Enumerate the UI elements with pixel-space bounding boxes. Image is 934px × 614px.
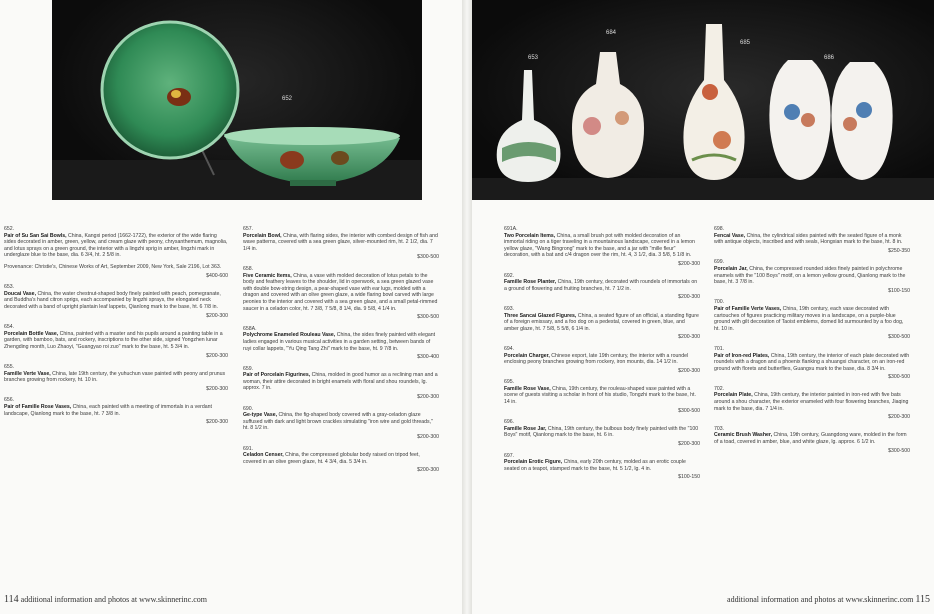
page-number: 114 <box>4 594 19 605</box>
photo-lot-label: 686 <box>824 55 835 61</box>
lot-number: 692. <box>504 272 515 279</box>
lot-number: 701. <box>714 345 725 352</box>
lot-title: Polychrome Enameled Rouleau Vase, <box>243 332 336 339</box>
lot-title: Famille Rose Vase, <box>504 385 551 392</box>
lot-description: China, the water chestnut-shaped body finely painted with peach, pomegranate, and Buddha's hand citron sprigs, each accompanied by lingzhi sprays, the elongated neck decorated with a band of upright plantain leaf lappets, Qianlong mark to the base, ht. 6 7/8 in. <box>4 290 221 310</box>
lot-estimate: $200-300 <box>678 260 700 267</box>
lot-estimate: $200-300 <box>678 294 700 301</box>
photo-lot-label: 684 <box>606 30 617 36</box>
right-page <box>472 0 934 614</box>
lot-estimate: $200-300 <box>678 441 700 448</box>
lot-number: 654. <box>4 324 15 331</box>
lot-estimate: $200-300 <box>206 312 228 319</box>
lot-entry <box>4 397 228 425</box>
lot-estimate: $300-500 <box>888 447 910 454</box>
lot-title: Celadon Censer, <box>243 452 284 459</box>
lot-title: Ge-type Vase, <box>243 412 278 419</box>
photo-lot-label: 652 <box>282 96 293 102</box>
lot-description: China, the sides finely painted with elegant ladies engaged in various musical activities in a garden setting, between bands of ruyi collar lappets, "Yu Qing Tang Zhi" mark to the base, ht. 9 7/8 in. <box>243 332 436 352</box>
photo-lot-label: 653 <box>528 55 539 61</box>
lot-number: 658. <box>243 265 254 272</box>
lot-entry <box>243 226 439 261</box>
lot-description: China, 19th century, the rouleau-shaped vase painted with a scene of guests visiting a scholar in front of his studio, Tongzhi mark to the base, ht. 14 in. <box>504 385 696 406</box>
lot-title: Doucai Vase, <box>4 290 37 297</box>
lot-estimate: $200-300 <box>206 419 228 426</box>
lot-description: China, each painted with a meeting of immortals in a verdant landscape, Qianlong mark to the base, ht. 7 3/8 in. <box>4 404 212 417</box>
lot-number: 691A. <box>504 226 518 232</box>
lot-description: China, early 20th century, molded as an erotic couple seated on a teapot, stamped mark to the base, ht. 5 1/2, lg. 4 in. <box>504 459 686 472</box>
lot-entry <box>714 226 910 254</box>
green-bowls-image <box>52 0 422 200</box>
lot-description: China, molded in good humor as a reclining man and a woman, their attire decorated in bright enamels with floral and shou roundels, lg. approx. 7 in. <box>243 372 438 392</box>
lot-estimate: $300-500 <box>888 374 910 381</box>
lot-number: 658A. <box>243 325 257 332</box>
lot-description: China, 19th century, the interior painted in iron-red with five bats around a shou character, the exterior enameled with four flowering branches, Jiaqing mark to the base, dia. 7 1/4 in. <box>714 392 909 412</box>
lot-entry <box>243 266 439 321</box>
lot-title: Famille Rose Planter, <box>504 279 557 286</box>
lot-estimate: $300-500 <box>888 334 910 341</box>
lot-description: China, the compressed rounded sides finely painted in polychrome enamels with the "100 Boys" motif, on a lemon yellow ground, Qianlong mark to the base, ht. 3 7/8 in. <box>714 265 906 286</box>
lot-title: Pair of Famille Verte Vases, <box>714 305 782 312</box>
lot-entry <box>504 419 700 447</box>
lot-number: 703. <box>714 425 725 432</box>
lot-number: 656. <box>4 397 15 404</box>
lot-number: 693. <box>504 305 515 312</box>
lot-entry <box>4 284 228 319</box>
lot-entry <box>504 273 700 301</box>
lot-description: China, 19th century, each vase decorated with cartouches of figures practicing military moves in a landscape, on a purple-blue ground with gilt decoration of Taoist emblems, domed lid surmounted by a foo dog, ht. 10 in. <box>714 305 904 332</box>
lot-estimate: $200-300 <box>888 414 910 421</box>
left-column-1 <box>4 226 228 431</box>
lot-description: China, 19th century, the interior of each plate decorated with roundels with a dragon and a phoenix flanking a shuangxi character, on an iron-red ground with florets and butterflies, Guangxu mark to the base, dia. 8 3/4 in. <box>714 352 910 372</box>
lot-title: Five Ceramic Items, <box>243 272 292 279</box>
left-column-2 <box>243 226 439 479</box>
lot-number: 659. <box>243 365 254 372</box>
lot-entry <box>714 426 910 454</box>
lot-entry <box>243 326 439 361</box>
lot-estimate: $100-150 <box>678 474 700 481</box>
lot-estimate: $250-350 <box>888 247 910 254</box>
right-footer <box>727 594 930 605</box>
book-gutter <box>462 0 472 614</box>
lot-number: 702. <box>714 385 725 392</box>
lot-title: Porcelain Erotic Figure, <box>504 459 563 466</box>
lot-description: China, with flaring sides, the interior with combed design of fish and wave patterns, covered with a sea green glaze, silver-mounted rim, ht. 2 1/2, dia. 7 1/4 in. <box>243 232 438 252</box>
lot-entry <box>714 299 910 341</box>
right-column-2 <box>714 226 910 459</box>
lot-estimate: $200-300 <box>206 385 228 392</box>
lot-title: Pair of Porcelain Figurines, <box>243 372 311 379</box>
lot-number: 695. <box>504 379 515 386</box>
lot-entry <box>504 453 700 481</box>
lot-title: Pair of Famille Rose Vases, <box>4 404 72 411</box>
lot-entry <box>243 446 439 474</box>
lot-title: Pair of Su San Sai Bowls, <box>4 232 67 239</box>
lot-description: Chinese export, late 19th century, the interior with a roundel enclosing peony branches growing from rockery, iron mounts, dia. 14 1/2 in. <box>504 352 689 366</box>
lot-estimate: $300-400 <box>417 354 439 361</box>
lot-description: China, Kangxi period (1662-1722), the exterior of the wide flaring sides decorated in amber, green, yellow, and cream glaze with peony, chrysanthemum, magnolia, and lotus sprays on a green ground, the interior with a lingzhi sprig in amber, lingzhi mark in underglaze blue to the base, dia. 6 3/4, ht. 2 5/8 in. <box>4 232 228 259</box>
right-column-1 <box>504 226 700 486</box>
lot-number: 697. <box>504 452 515 459</box>
lot-entry <box>504 346 700 374</box>
lot-provenance: Provenance: Christie's, Chinese Works of Art, September 2009, New York, Sale 2196, Lot 363. <box>4 263 222 270</box>
lot-estimate: $200-300 <box>417 394 439 401</box>
lot-title: Porcelain Plate, <box>714 392 753 399</box>
lot-number: 699. <box>714 259 725 266</box>
lot-number: 694. <box>504 345 515 352</box>
lot-title: Two Porcelain Items, <box>504 232 556 239</box>
left-footer <box>4 594 207 605</box>
lot-description: China, a vase with molded decoration of lotus petals to the body and feathery leaves to the shoulder, lid in openwork, a sea green glazed vase with double bow-string design, a pear-shaped vase with ear lugs, molded with a dragon and covered with an olive green glaze, a wide flaring bowl carved with large peonies to the interior and covered with a sea green glaze, and a small petal-rimmed saucer in a celadon color, ht. 7 3/8, 7 5/8, 8 1/4, dia. 9 5/8, 4 1/4 in. <box>243 272 438 312</box>
lot-description: China, late 19th century, the yuhuchun vase painted with peony and prunus branches growing from rockery, ht. 10 in. <box>4 370 226 384</box>
lot-number: 652. <box>4 226 15 232</box>
lot-description: China, painted with a master and his pupils around a painting table in a garden, with bamboo, bats, and rockery, inscriptions to the other side, signed Yongzhen lunar Zhengding month, Luo Zhaoyi, "Guangyao roi zuo" mark to the base, ht. 5 3/4 in. <box>4 330 223 350</box>
lot-entry <box>714 346 910 381</box>
lot-entry <box>504 226 700 268</box>
lot-number: 691. <box>243 445 254 452</box>
lot-description: China, 19th century, decorated with roundels of immortals on a ground of flowering and fruiting branches, ht. 7 1/2 in. <box>504 279 698 292</box>
lot-description: China, the compressed globular body raised on tripod feet, covered in an olive green glaze, ht. 4 3/4, dia. 5 3/4 in. <box>243 452 420 465</box>
lot-estimate: $200-300 <box>206 352 228 359</box>
lot-description: China, a small brush pot with molded decoration of an immortal riding on a tiger traveling in a mountainous landscape, covered in a lemon yellow glaze, "Wang Bingrong" mark to the base, and a jar with "mille fleur" decoration, with a bat and c/4 dragon over the rim, ht. 4, 3 1/2, dia. 3 5/8, 5 1/8 in. <box>504 232 695 259</box>
lot-estimate: $200-300 <box>417 467 439 474</box>
lot-title: Ceramic Brush Washer, <box>714 432 773 439</box>
lot-estimate: $100-150 <box>888 287 910 294</box>
lot-estimate: $200-300 <box>678 334 700 341</box>
porcelain-vases-image <box>472 0 934 200</box>
lot-description: China, a seated figure of an official, a standing figure of a foreign emissary, and a foo dog on a pedestal, covered in green, blue, and amber glaze, ht. 7 5/8, 5 5/8, 6 1/4 in. <box>504 312 699 332</box>
lot-entry <box>243 406 439 441</box>
lot-estimate: $400-600 <box>206 272 228 279</box>
lot-title: Famille Verte Vase, <box>4 370 51 377</box>
lot-title: Famille Rose Jar, <box>504 425 547 432</box>
lot-number: 700. <box>714 299 725 306</box>
lot-title: Three Sancai Glazed Figures, <box>504 312 577 319</box>
lot-entry <box>714 259 910 294</box>
lot-title: Pair of Iron-red Plates, <box>714 352 770 359</box>
left-page <box>0 0 462 614</box>
lot-number: 655. <box>4 364 15 371</box>
lot-description: China, 19th century, the bulbous body finely painted with the "100 Boys" motif, Qianlong mark to the base, ht. 6 in. <box>504 425 699 439</box>
lot-title: Porcelain Charger, <box>504 352 550 359</box>
footer-text: additional information and photos at www.skinnerinc.com <box>727 595 914 604</box>
lot-estimate: $300-500 <box>678 407 700 414</box>
lot-title: Fencai Vase, <box>714 232 746 239</box>
lot-number: 696. <box>504 419 515 426</box>
lot-number: 690. <box>243 405 254 412</box>
lot-title: Porcelain Jar, <box>714 265 748 272</box>
lot-estimate: $300-500 <box>417 254 439 261</box>
lot-entry <box>504 306 700 341</box>
lot-number: 657. <box>243 226 254 232</box>
lot-description: China, the fig-shaped body covered with a gray-celadon glaze suffused with dark and light brown crackles simulating "iron wire and gold threads," ht. 8 1/2 in. <box>243 412 433 432</box>
lot-number: 698. <box>714 226 725 232</box>
lot-entry <box>4 324 228 359</box>
footer-text: additional information and photos at www.skinnerinc.com <box>20 595 207 604</box>
lot-entry <box>714 386 910 421</box>
vases-photo <box>472 0 934 200</box>
lot-estimate: $200-300 <box>417 434 439 441</box>
lot-title: Porcelain Bowl, <box>243 232 282 239</box>
lot-entry <box>4 364 228 392</box>
page-number: 115 <box>915 594 930 605</box>
lot-number: 653. <box>4 284 15 291</box>
bowls-photo <box>52 0 422 200</box>
lot-estimate: $200-300 <box>678 367 700 374</box>
lot-entry <box>4 226 228 279</box>
lot-description: China, the cylindrical sides painted with the seated figure of a monk with antique objects, inscribed and with seals, Hongxian mark to the base, ht. 8 in. <box>714 232 903 246</box>
lot-estimate: $300-500 <box>417 314 439 321</box>
lot-entry <box>504 379 700 414</box>
lot-entry <box>243 366 439 401</box>
photo-lot-label: 685 <box>740 40 751 46</box>
lot-description: China, 19th century, Guangdong ware, molded in the form of a toad, covered in amber, blue, and white glaze, lg. approx. 6 1/2 in. <box>714 432 907 446</box>
lot-title: Porcelain Bottle Vase, <box>4 330 59 337</box>
